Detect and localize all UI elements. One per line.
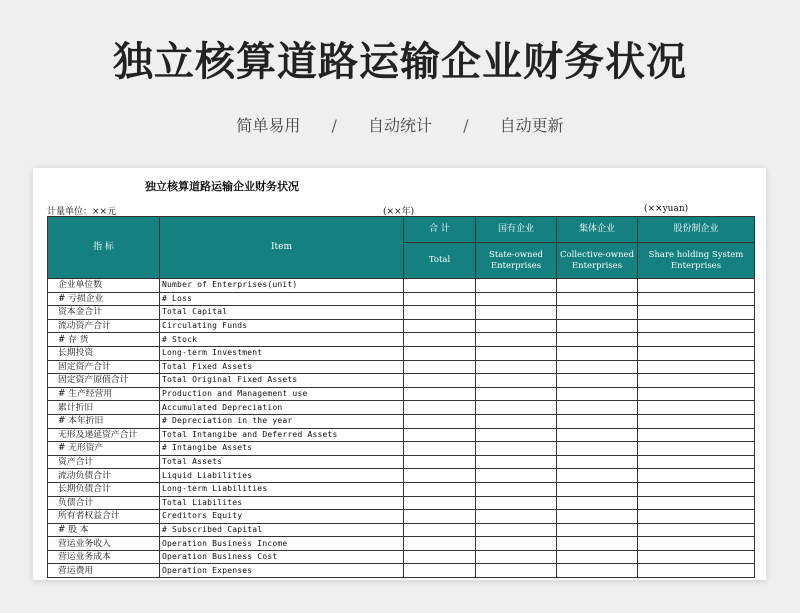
cell-state[interactable] xyxy=(476,279,557,293)
cell-state[interactable] xyxy=(476,455,557,469)
cell-collective[interactable] xyxy=(557,523,638,537)
header-total-zh: 合 计 xyxy=(404,217,476,243)
cell-collective[interactable] xyxy=(557,414,638,428)
row-label-zh[interactable]: # 生产经营用 xyxy=(48,387,160,401)
row-label-zh[interactable]: # 存 货 xyxy=(48,333,160,347)
cell-collective[interactable] xyxy=(557,428,638,442)
cell-total[interactable] xyxy=(404,469,476,483)
table-row xyxy=(48,482,755,496)
row-label-en[interactable]: Total Original Fixed Assets xyxy=(160,374,404,388)
cell-collective[interactable] xyxy=(557,306,638,320)
row-label-zh[interactable]: 长期投资 xyxy=(48,346,160,360)
table-row xyxy=(48,455,755,469)
row-label-en[interactable]: Number of Enterprises(unit) xyxy=(160,279,404,293)
row-label-zh[interactable]: 流动负债合计 xyxy=(48,469,160,483)
tag-separator: / xyxy=(463,116,469,135)
cell-total[interactable] xyxy=(404,414,476,428)
header-collective-en: Collective-owned Enterprises xyxy=(557,243,638,279)
table-row xyxy=(48,374,755,388)
year-label: (××年) xyxy=(383,207,415,217)
header-state-zh: 国有企业 xyxy=(476,217,557,243)
row-label-zh[interactable]: 长期负债合计 xyxy=(48,482,160,496)
cell-share[interactable] xyxy=(638,414,755,428)
cell-total[interactable] xyxy=(404,387,476,401)
cell-state[interactable] xyxy=(476,306,557,320)
finance-table xyxy=(47,216,755,578)
cell-share[interactable] xyxy=(638,442,755,456)
cell-total[interactable] xyxy=(404,360,476,374)
cell-collective[interactable] xyxy=(557,537,638,551)
row-label-zh[interactable]: 固定资产原值合计 xyxy=(48,374,160,388)
row-label-en[interactable]: # Loss xyxy=(160,292,404,306)
cell-total[interactable] xyxy=(404,333,476,347)
cell-state[interactable] xyxy=(476,496,557,510)
row-label-zh[interactable]: 营运费用 xyxy=(48,564,160,578)
row-label-en[interactable]: Total Capital xyxy=(160,306,404,320)
cell-share[interactable] xyxy=(638,387,755,401)
cell-share[interactable] xyxy=(638,401,755,415)
cell-share[interactable] xyxy=(638,537,755,551)
cell-state[interactable] xyxy=(476,550,557,564)
row-label-en[interactable]: Liquid Liabilities xyxy=(160,469,404,483)
row-label-zh[interactable]: # 无形资产 xyxy=(48,442,160,456)
row-label-en[interactable]: Operation Expenses xyxy=(160,564,404,578)
row-label-zh[interactable]: 累计折旧 xyxy=(48,401,160,415)
tag-easy: 简单易用 xyxy=(236,116,301,135)
cell-state[interactable] xyxy=(476,537,557,551)
cell-state[interactable] xyxy=(476,428,557,442)
row-label-en[interactable]: Total Intangibe and Deferred Assets xyxy=(160,428,404,442)
cell-share[interactable] xyxy=(638,292,755,306)
cell-total[interactable] xyxy=(404,319,476,333)
row-label-zh[interactable]: 企业单位数 xyxy=(48,279,160,293)
cell-total[interactable] xyxy=(404,279,476,293)
row-label-zh[interactable]: # 亏损企业 xyxy=(48,292,160,306)
row-label-zh[interactable]: 负债合计 xyxy=(48,496,160,510)
header-total-en: Total xyxy=(404,243,476,279)
spreadsheet-preview xyxy=(33,168,766,580)
tag-separator: / xyxy=(331,116,337,135)
row-label-zh[interactable]: 所有者权益合计 xyxy=(48,510,160,524)
cell-share[interactable] xyxy=(638,319,755,333)
cell-state[interactable] xyxy=(476,360,557,374)
table-body xyxy=(48,279,755,578)
cell-total[interactable] xyxy=(404,306,476,320)
cell-state[interactable] xyxy=(476,469,557,483)
row-label-en[interactable]: Operation Business Cost xyxy=(160,550,404,564)
cell-collective[interactable] xyxy=(557,387,638,401)
row-label-zh[interactable]: 营运业务收入 xyxy=(48,537,160,551)
cell-total[interactable] xyxy=(404,523,476,537)
tag-auto-update: 自动更新 xyxy=(499,116,564,135)
header-collective-zh: 集体企业 xyxy=(557,217,638,243)
cell-share[interactable] xyxy=(638,469,755,483)
cell-total[interactable] xyxy=(404,292,476,306)
cell-collective[interactable] xyxy=(557,510,638,524)
cell-state[interactable] xyxy=(476,319,557,333)
page-title: 独立核算道路运输企业财务状况 xyxy=(113,39,687,85)
row-label-en[interactable]: Total Assets xyxy=(160,455,404,469)
cell-collective[interactable] xyxy=(557,279,638,293)
table-row xyxy=(48,279,755,293)
cell-collective[interactable] xyxy=(557,550,638,564)
cell-collective[interactable] xyxy=(557,374,638,388)
cell-state[interactable] xyxy=(476,401,557,415)
cell-collective[interactable] xyxy=(557,455,638,469)
cell-state[interactable] xyxy=(476,523,557,537)
cell-share[interactable] xyxy=(638,374,755,388)
cell-total[interactable] xyxy=(404,374,476,388)
row-label-en[interactable]: # Depreciation in the year xyxy=(160,414,404,428)
cell-share[interactable] xyxy=(638,346,755,360)
table-row xyxy=(48,537,755,551)
cell-total[interactable] xyxy=(404,401,476,415)
table-row xyxy=(48,401,755,415)
unit-label: 计量单位：××元 xyxy=(47,207,117,217)
cell-collective[interactable] xyxy=(557,564,638,578)
cell-state[interactable] xyxy=(476,374,557,388)
cell-share[interactable] xyxy=(638,550,755,564)
cell-share[interactable] xyxy=(638,496,755,510)
sheet-title: 独立核算道路运输企业财务状况 xyxy=(145,180,299,193)
row-label-en[interactable]: Long-term Investment xyxy=(160,346,404,360)
cell-collective[interactable] xyxy=(557,469,638,483)
cell-share[interactable] xyxy=(638,333,755,347)
cell-collective[interactable] xyxy=(557,496,638,510)
table-row xyxy=(48,469,755,483)
cell-state[interactable] xyxy=(476,387,557,401)
cell-collective[interactable] xyxy=(557,360,638,374)
cell-share[interactable] xyxy=(638,482,755,496)
header-share-zh: 股份制企业 xyxy=(638,217,755,243)
table-row xyxy=(48,510,755,524)
cell-total[interactable] xyxy=(404,550,476,564)
cell-state[interactable] xyxy=(476,482,557,496)
table-row xyxy=(48,442,755,456)
cell-total[interactable] xyxy=(404,482,476,496)
cell-total[interactable] xyxy=(404,428,476,442)
cell-total[interactable] xyxy=(404,442,476,456)
row-label-en[interactable]: Total Liabilites xyxy=(160,496,404,510)
cell-collective[interactable] xyxy=(557,346,638,360)
cell-state[interactable] xyxy=(476,333,557,347)
header-item: Item xyxy=(160,217,404,279)
table-row xyxy=(48,550,755,564)
row-label-en[interactable]: Circulating Funds xyxy=(160,319,404,333)
cell-share[interactable] xyxy=(638,523,755,537)
feature-tags xyxy=(0,113,800,136)
cell-total[interactable] xyxy=(404,564,476,578)
cell-share[interactable] xyxy=(638,455,755,469)
table-row xyxy=(48,306,755,320)
table-row xyxy=(48,292,755,306)
row-label-en[interactable]: Accumulated Depreciation xyxy=(160,401,404,415)
cell-state[interactable] xyxy=(476,442,557,456)
header-indicator: 指 标 xyxy=(48,217,160,279)
cell-total[interactable] xyxy=(404,455,476,469)
cell-share[interactable] xyxy=(638,306,755,320)
row-label-en[interactable]: Creditors Equity xyxy=(160,510,404,524)
table-row xyxy=(48,414,755,428)
table-row xyxy=(48,360,755,374)
table-row xyxy=(48,319,755,333)
table-row xyxy=(48,564,755,578)
row-label-zh[interactable]: 流动资产合计 xyxy=(48,319,160,333)
row-label-en[interactable]: # Stock xyxy=(160,333,404,347)
row-label-zh[interactable]: 资产合计 xyxy=(48,455,160,469)
cell-share[interactable] xyxy=(638,510,755,524)
header-state-en: State-owned Enterprises xyxy=(476,243,557,279)
cell-state[interactable] xyxy=(476,292,557,306)
table-row xyxy=(48,523,755,537)
table-row xyxy=(48,346,755,360)
cell-collective[interactable] xyxy=(557,482,638,496)
table-row xyxy=(48,428,755,442)
cell-share[interactable] xyxy=(638,564,755,578)
cell-share[interactable] xyxy=(638,360,755,374)
cell-share[interactable] xyxy=(638,428,755,442)
table-row xyxy=(48,333,755,347)
row-label-en[interactable]: Production and Management use xyxy=(160,387,404,401)
cell-total[interactable] xyxy=(404,510,476,524)
currency-label: (××yuan) xyxy=(644,204,689,214)
cell-collective[interactable] xyxy=(557,442,638,456)
table-row xyxy=(48,496,755,510)
row-label-zh[interactable]: 无形及递延资产合计 xyxy=(48,428,160,442)
row-label-en[interactable]: # Subscribed Capital xyxy=(160,523,404,537)
header-share-en: Share holding System Enterprises xyxy=(638,243,755,279)
cell-total[interactable] xyxy=(404,346,476,360)
row-label-zh[interactable]: 营运业务成本 xyxy=(48,550,160,564)
cell-collective[interactable] xyxy=(557,292,638,306)
row-label-zh[interactable]: 固定资产合计 xyxy=(48,360,160,374)
cell-total[interactable] xyxy=(404,537,476,551)
cell-state[interactable] xyxy=(476,564,557,578)
cell-state[interactable] xyxy=(476,510,557,524)
cell-collective[interactable] xyxy=(557,333,638,347)
row-label-en[interactable]: Operation Business Income xyxy=(160,537,404,551)
row-label-en[interactable]: Total Fixed Assets xyxy=(160,360,404,374)
row-label-zh[interactable]: # 股 本 xyxy=(48,523,160,537)
row-label-en[interactable]: # Intangibe Assets xyxy=(160,442,404,456)
row-label-zh[interactable]: # 本年折旧 xyxy=(48,414,160,428)
table-row xyxy=(48,387,755,401)
cell-state[interactable] xyxy=(476,346,557,360)
cell-state[interactable] xyxy=(476,414,557,428)
row-label-en[interactable]: Long-term Liabilities xyxy=(160,482,404,496)
cell-collective[interactable] xyxy=(557,319,638,333)
tag-auto-stat: 自动统计 xyxy=(367,116,432,135)
cell-share[interactable] xyxy=(638,279,755,293)
cell-collective[interactable] xyxy=(557,401,638,415)
cell-total[interactable] xyxy=(404,496,476,510)
row-label-zh[interactable]: 资本金合计 xyxy=(48,306,160,320)
